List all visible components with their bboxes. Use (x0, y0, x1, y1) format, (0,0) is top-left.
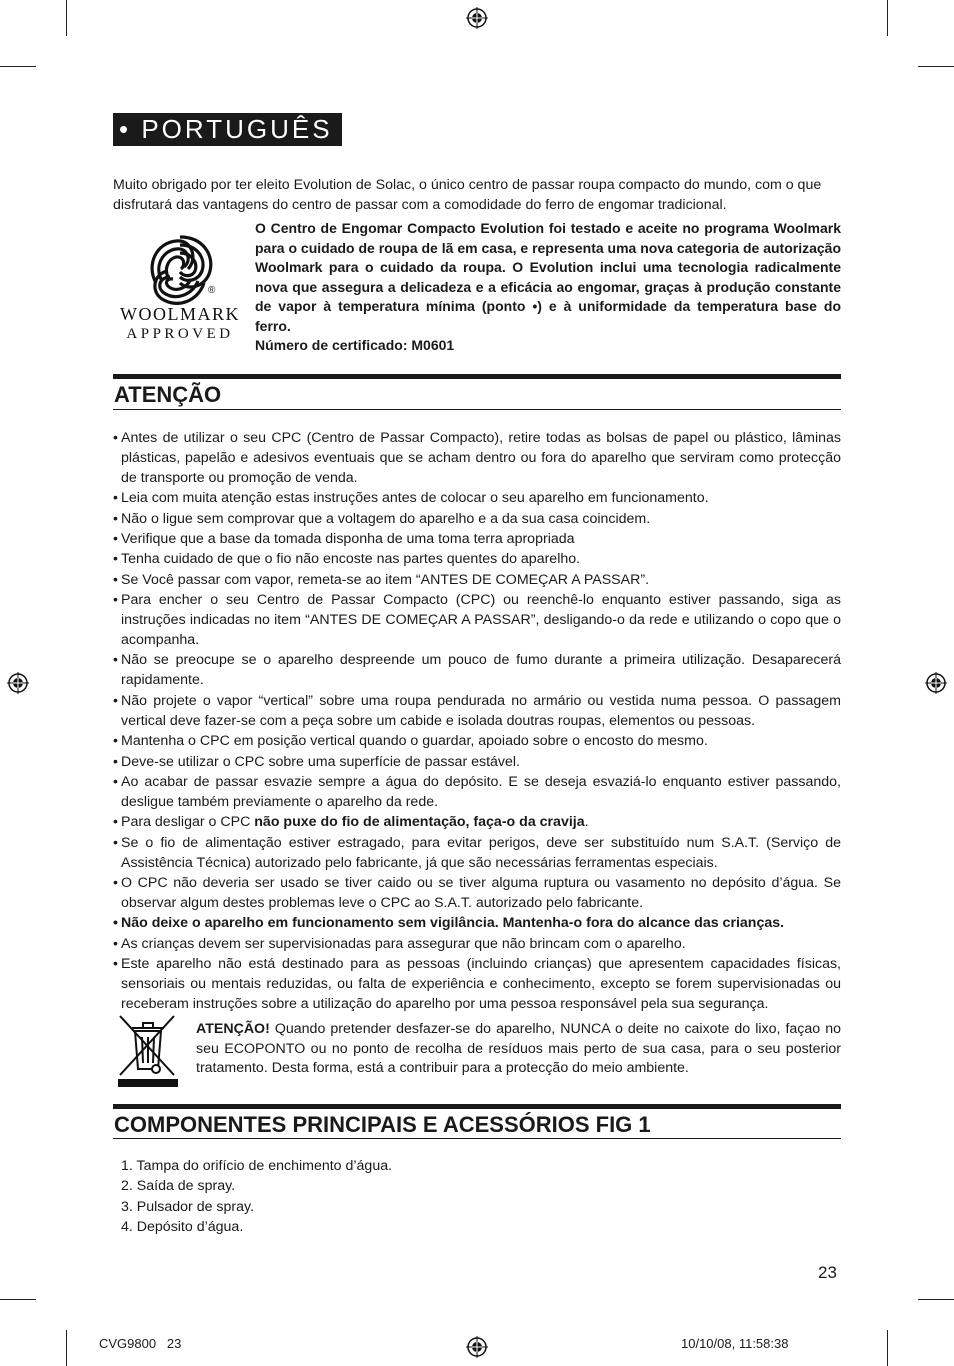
registered-mark: ® (208, 285, 216, 296)
crossed-out-bin-icon (118, 1013, 178, 1089)
list-item: • Não projete o vapor “vertical” sobre uma roupa pendurada no armário ou vestida numa pessoa. O passagem vertical deve fazer-se com a peça sobre um cabide e isolada doutras roupas, elementos ou pessoas. (113, 692, 841, 732)
list-item-bold: • Não deixe o aparelho em funcionamento sem vigilância. Mantenha-o fora do alcance das crianças. (113, 914, 841, 934)
language-banner: • PORTUGUÊS (113, 113, 342, 146)
list-item: 1. Tampa do orifício de enchimento d’água. (121, 1158, 393, 1174)
list-item: 3. Pulsador de spray. (121, 1198, 255, 1215)
registration-mark-icon (925, 672, 947, 694)
list-item: • Este aparelho não está destinado para as pessoas (incluindo crianças) que apresentem capacidades físicas, sensoriais ou mentais reduzidas, ou falta de experiência e conhecimento, excepto se forem supervisionadas ou receberam instruções sobre a utilização do aparelho por uma pessoa responsável pela sua segurança. (113, 955, 841, 1015)
unplug-bold: não puxe do fio de alimentação, faça-o da cravija (254, 814, 585, 831)
footer-timestamp: 10/10/08, 11:58:38 (681, 1336, 789, 1351)
list-item: • Não se preocupe se o aparelho despreende um pouco de fumo durante a primeira utilização. Desaparecerá rapidamente. (113, 651, 841, 691)
registration-mark-icon (466, 7, 488, 29)
intro-paragraph: Muito obrigado por ter eleito Evolution de Solac, o único centro de passar roupa compacto do mundo, com o que disfrutará das vantagens do centro de passar com a comodidade do ferro de engomar tradicional. (113, 177, 822, 213)
footer-file-label: CVG9800 23 (99, 1336, 182, 1351)
crop-mark (918, 66, 954, 67)
recycling-notice (196, 1020, 841, 1079)
list-item: • Se o fio de alimentação estiver estragado, para evitar perigos, deve ser substituído num S.A.T. (Serviço de Assistência Técnica) autorizado pelo fabricante, já que são necessárias ferramentas especiais. (113, 834, 841, 874)
certification-number: Número de certificado: M0601 (255, 337, 455, 353)
crop-mark (0, 66, 36, 67)
list-item: • Mantenha o CPC em posição vertical quando o guardar, apoiado sobre o encosto do mesmo. (113, 732, 841, 752)
list-item: • O CPC não deveria ser usado se tiver caido ou se tiver alguma ruptura ou vasamento no depósito d’água. Se observar algum destes problemas leve o CPC ao S.A.T. autorizado pelo fabricante. (113, 874, 841, 914)
page-number: 23 (818, 1263, 837, 1282)
crop-mark (918, 1299, 954, 1300)
attention-heading: ATENÇÃO (113, 374, 841, 410)
list-item: 4. Depósito d’água. (121, 1218, 244, 1235)
list-item: • Antes de utilizar o seu CPC (Centro de Passar Compacto), retire todas as bolsas de papel ou plástico, lâminas plásticas, papelão e adesivos eventuais que se acham dentro ou fora do aparelho que serviram como protecção de transporte ou promoção de venda. (113, 429, 841, 489)
list-item: 2. Saída de spray. (121, 1178, 236, 1195)
crop-mark (66, 0, 67, 36)
woolmark-line1: WOOLMARK (120, 304, 240, 324)
recycling-label: ATENÇÃO! (196, 1021, 270, 1037)
crop-mark (0, 1299, 36, 1300)
registration-mark-icon (7, 672, 29, 694)
warnings-list (113, 429, 841, 1015)
components-heading: COMPONENTES PRINCIPAIS E ACESSÓRIOS FIG 1 (113, 1104, 841, 1139)
list-item: • Tenha cuidado de que o fio não encoste nas partes quentes do aparelho. (113, 550, 841, 570)
list-item: • Verifique que a base da tomada disponha de uma toma terra apropriada (113, 530, 841, 550)
list-item: • Ao acabar de passar esvazie sempre a água do depósito. E se deseja esvaziá-lo enquanto estiver passando, desligue também previamente o aparelho da rede. (113, 773, 841, 813)
unplug-suffix: . (584, 814, 589, 831)
recycling-text: Quando pretender desfazer-se do aparelho, NUNCA o deite no caixote do lixo, façao no seu ECOPONTO ou no ponto de recolha de resíduos mais perto de sua casa, para o seu posterior tratamento. Desta forma, está a contribuir para a protecção do meio ambiente. (196, 1021, 841, 1076)
crop-mark (887, 1330, 888, 1366)
crop-mark (887, 0, 888, 36)
crop-mark (66, 1330, 67, 1366)
components-list (121, 1156, 392, 1237)
list-item: • Se Você passar com vapor, remeta-se ao item “ANTES DE COMEÇAR A PASSAR”. (113, 571, 841, 591)
woolmark-label (118, 303, 242, 343)
woolmark-line2: APPROVED (126, 326, 234, 342)
registration-mark-icon (466, 1336, 488, 1358)
list-item: • Para encher o seu Centro de Passar Compacto (CPC) ou reenchê-lo enquanto estiver passando, siga as instruções indicadas no item “ANTES DE COMEÇAR A PASSAR”, desligando-o da rede e utilizando o copo que o acompanha. (113, 591, 841, 651)
list-item: • Deve-se utilizar o CPC sobre uma superfície de passar estável. (113, 753, 841, 773)
list-item-unplug (113, 813, 841, 833)
certification-text: O Centro de Engomar Compacto Evolution foi testado e aceite no programa Woolmark para o cuidado de roupa de lã em casa, e representa uma nova categoria de autorização Woolmark para o cuidado da roupa. O Evolution inclui uma tecnologia radicalmente nova que assegura a delicadeza e a eficácia ao engomar, graças à produção constante de vapor à temperatura mínima (ponto •) e à uniformidade da temperatura base do ferro. (255, 220, 841, 334)
unplug-prefix: Para desligar o CPC (121, 814, 255, 831)
list-item: • As crianças devem ser supervisionadas para assegurar que não brincam com o aparelho. (113, 935, 841, 955)
list-item: • Não o ligue sem comprovar que a voltagem do aparelho e a da sua casa coincidem. (113, 510, 841, 530)
certification-block (255, 219, 841, 356)
list-item: • Leia com muita atenção estas instruções antes de colocar o seu aparelho em funcionamento. (113, 489, 841, 509)
